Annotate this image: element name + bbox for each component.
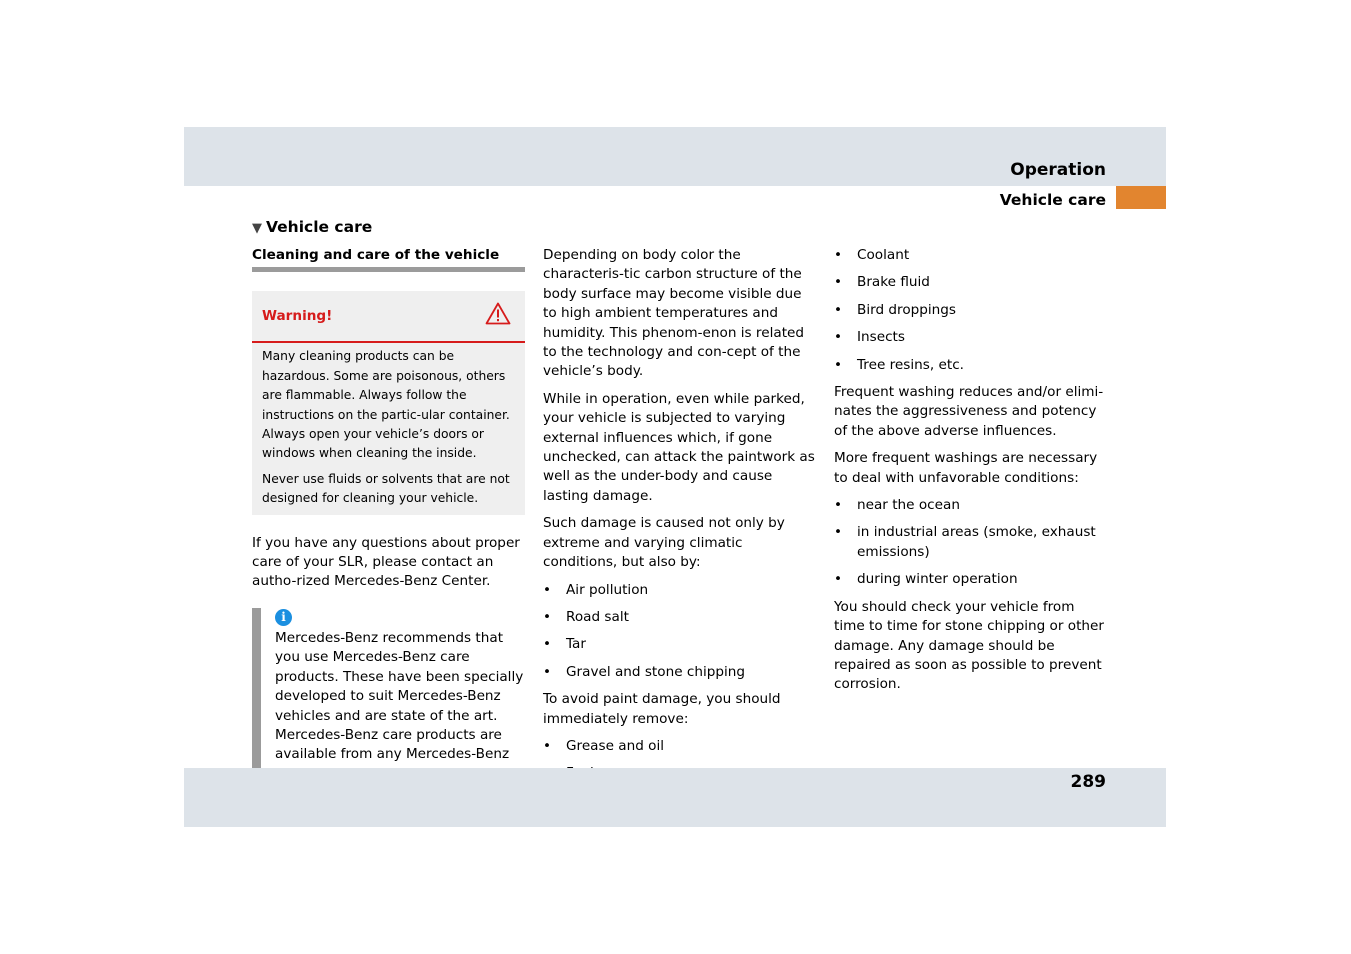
list-item: • during winter operation <box>834 570 1109 589</box>
list-item: • Road salt <box>543 608 818 627</box>
chapter-title: Operation <box>1010 160 1106 180</box>
page-heading-text: Vehicle care <box>266 218 373 236</box>
bullet-list <box>543 581 818 683</box>
footer-band <box>184 768 1166 827</box>
column-1 <box>252 246 525 784</box>
bullet-list <box>834 496 1109 590</box>
warning-header <box>252 291 525 343</box>
warning-paragraph: Never use fluids or solvents that are not designed for cleaning your vehicle. <box>262 471 510 506</box>
list-item: • Brake fluid <box>834 273 1109 292</box>
list-item: • near the ocean <box>834 496 1109 515</box>
list-item: • Insects <box>834 328 1109 347</box>
paragraph: Depending on body color the characteris-tic carbon structure of the body surface may become visible due to high ambient temperatures and humidity. This phenom-enon is related to the technology and con-cept of the vehicle’s body. <box>543 247 805 380</box>
section-title: Vehicle care <box>999 191 1106 209</box>
contact-paragraph: If you have any questions about proper care of your SLR, please contact an autho-rized Mercedes-Benz Center. <box>252 534 520 590</box>
warning-paragraph: Many cleaning products can be hazardous. Some are poisonous, others are flammable. Always follow the instructions on the partic-ular container. Always open your vehicle’s doors or windows when cleaning the inside. <box>262 349 510 461</box>
list-item: • Tree resins, etc. <box>834 356 1109 375</box>
info-icon: i <box>275 609 292 626</box>
list-item: • Bird droppings <box>834 301 1109 320</box>
info-box <box>252 608 525 784</box>
info-text: Mercedes-Benz recommends that you use Mercedes-Benz care products. These have been specially developed to suit Mercedes-Benz vehicles and are state of the art. Mercedes-Benz care products are available from any Mercedes-Benz <box>275 629 524 763</box>
paragraph: You should check your vehicle from time to time for stone chipping or other damage. Any damage should be repaired as soon as possible to prevent corrosion. <box>834 598 1104 693</box>
list-item: • Coolant <box>834 246 1109 265</box>
warning-box <box>252 291 525 515</box>
list-item: • Tar <box>543 635 818 654</box>
paragraph: While in operation, even while parked, your vehicle is subjected to varying external influences which, if gone unchecked, can attack the paintwork as well as the under-body and cause lasting damage. <box>543 390 815 504</box>
bullet-list <box>834 246 1109 375</box>
page-heading <box>252 218 372 236</box>
subheading: Cleaning and care of the vehicle <box>252 246 525 272</box>
paragraph: More frequent washings are necessary to deal with unfavorable conditions: <box>834 450 1098 486</box>
list-item: • in industrial areas (smoke, exhaust emissions) <box>834 523 1109 562</box>
warning-title: Warning! <box>262 308 333 324</box>
column-2 <box>543 246 818 792</box>
list-item: • Gravel and stone chipping <box>543 663 818 682</box>
warning-body <box>252 343 525 514</box>
section-tab-marker <box>1116 186 1166 209</box>
triangle-bullet-icon: ▼ <box>252 221 262 236</box>
warning-triangle-icon <box>485 302 511 331</box>
list-item: • Grease and oil <box>543 737 818 756</box>
column-3 <box>834 246 1109 703</box>
paragraph: Such damage is caused not only by extreme and varying climatic conditions, but also by: <box>543 515 785 571</box>
list-item: • Air pollution <box>543 581 818 600</box>
paragraph: Frequent washing reduces and/or elimi-nates the aggressiveness and potency of the above adverse influences. <box>834 384 1104 439</box>
page-number: 289 <box>1070 772 1106 792</box>
paragraph: To avoid paint damage, you should immediately remove: <box>543 691 781 727</box>
